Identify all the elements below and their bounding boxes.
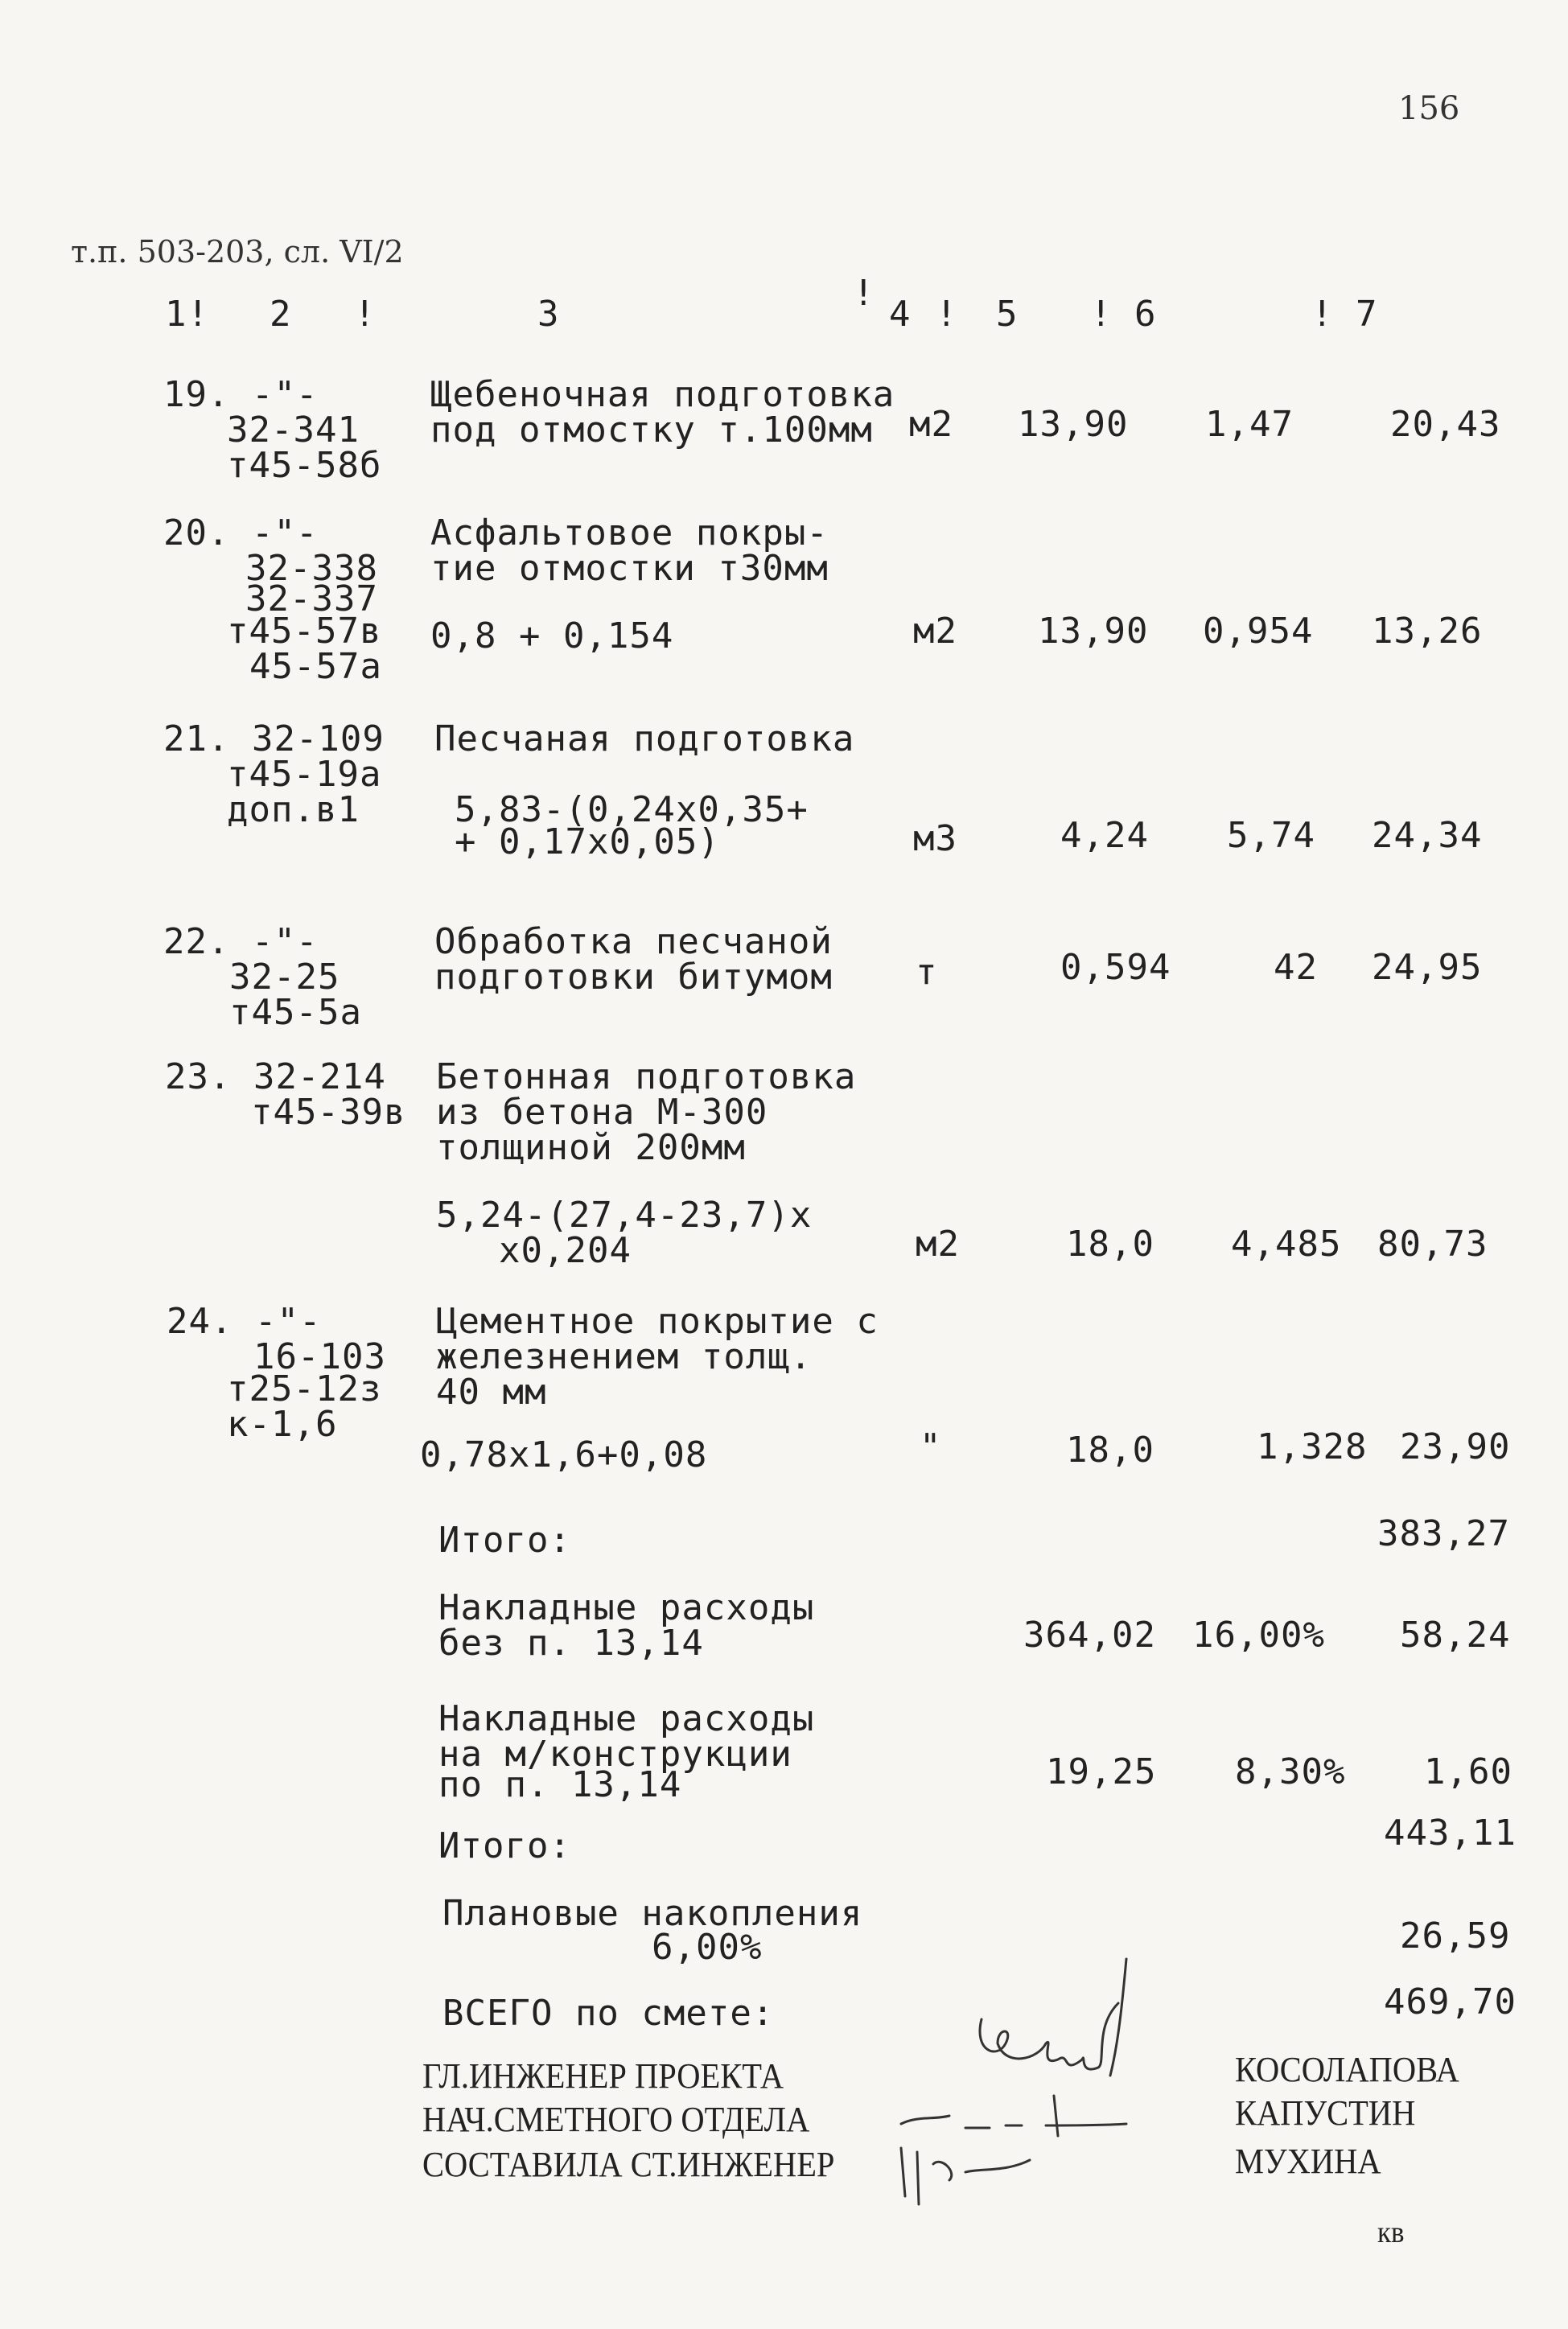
row-total: 13,26 — [1372, 611, 1483, 652]
row-code: 32-341 — [227, 409, 360, 451]
row-unit: м2 — [909, 404, 953, 445]
row-quantity: 18,0 — [1066, 1224, 1154, 1265]
row-quantity: 13,90 — [1018, 404, 1129, 445]
col-6-number: ! 6 — [1090, 294, 1157, 335]
row-total: 80,73 — [1377, 1224, 1488, 1265]
row-price: 42 — [1274, 947, 1318, 988]
row-code: 32-25 — [229, 957, 340, 998]
row-code: т45-19а — [227, 754, 382, 795]
row-formula: 5,83-(0,24x0,35+ — [455, 789, 809, 830]
col-5-number: 5 — [996, 294, 1019, 335]
col-separator: ! — [354, 294, 377, 335]
row-code: т25-12з — [227, 1368, 382, 1409]
row-quantity: 4,24 — [1060, 815, 1149, 856]
row-unit: м2 — [913, 611, 957, 652]
row-description: под отмостку т.100мм — [430, 409, 873, 451]
overhead-base: 364,02 — [1023, 1615, 1156, 1656]
row-description: Обработка песчаной — [434, 921, 833, 962]
row-code: 45-57а — [249, 646, 382, 687]
signature-name: КОСОЛАПОВА — [1235, 2050, 1459, 2089]
col-1-number: 1! — [165, 294, 209, 335]
col-7-number: ! 7 — [1311, 294, 1378, 335]
planned-rate: 6,00% — [652, 1927, 763, 1968]
overhead-label: по п. 13,14 — [438, 1764, 682, 1805]
row-quantity: 0,594 — [1060, 947, 1171, 988]
row-quantity: 18,0 — [1066, 1430, 1154, 1471]
row-unit: м2 — [916, 1224, 960, 1265]
row-code: т45-39в — [251, 1092, 406, 1133]
col-2-number: 2 — [270, 294, 292, 335]
col-4-number: 4 — [889, 294, 912, 335]
row-price: 5,74 — [1227, 815, 1315, 856]
row-code: т45-57в — [227, 611, 382, 652]
overhead-rate: 16,00% — [1192, 1615, 1325, 1656]
planned-value: 26,59 — [1400, 1915, 1511, 1957]
row-formula: 0,78x1,6+0,08 — [420, 1434, 708, 1475]
row-description: тие отмостки т30мм — [430, 548, 829, 589]
row-code: т45-58б — [227, 445, 382, 486]
row-description: подготовки битумом — [434, 957, 833, 998]
row-unit: м3 — [913, 818, 957, 859]
row-description: из бетона М-300 — [436, 1092, 768, 1133]
overhead-value: 58,24 — [1400, 1615, 1511, 1656]
planned-label: Плановые накопления — [442, 1893, 863, 1934]
row-description: Щебеночная подготовка — [430, 374, 895, 415]
row-formula: 0,8 + 0,154 — [430, 615, 674, 656]
row-code: т45-5а — [229, 992, 362, 1033]
signature-name: МУХИНА — [1235, 2142, 1381, 2181]
row-quantity: 13,90 — [1038, 611, 1149, 652]
overhead-label: Накладные расходы — [438, 1698, 815, 1739]
row-price: 1,328 — [1257, 1426, 1368, 1467]
row-code: доп.в1 — [227, 789, 360, 830]
overhead-rate: 8,30% — [1235, 1751, 1346, 1792]
col-separator: ! — [936, 294, 958, 335]
row-description: железнением толщ. — [436, 1336, 813, 1377]
signature-role: НАЧ.СМЕТНОГО ОТДЕЛА — [422, 2100, 810, 2139]
signature-role: СОСТАВИЛА СТ.ИНЖЕНЕР — [422, 2145, 835, 2184]
row-code: к-1,6 — [227, 1404, 338, 1445]
signature-name: КАПУСТИН — [1235, 2093, 1416, 2133]
row-description: толщиной 200мм — [436, 1127, 746, 1168]
row-formula: 5,24-(27,4-23,7)x — [436, 1195, 813, 1236]
row-description: Цементное покрытие с — [436, 1301, 879, 1342]
row-number: 21. 32-109 — [163, 718, 385, 759]
row-total: 20,43 — [1390, 404, 1501, 445]
row-description: Асфальтовое покры- — [430, 512, 829, 553]
overhead-label: Накладные расходы — [438, 1587, 815, 1628]
row-total: 24,34 — [1372, 815, 1483, 856]
row-total: 23,90 — [1400, 1426, 1511, 1467]
row-price: 0,954 — [1203, 611, 1314, 652]
footer-mark: кв — [1377, 2216, 1405, 2249]
row-price: 4,485 — [1231, 1224, 1342, 1265]
row-number: 19. -"- — [163, 374, 319, 415]
row-unit: т — [916, 952, 938, 993]
row-formula: x0,204 — [499, 1230, 632, 1271]
row-unit: " — [920, 1426, 942, 1467]
row-code: 16-103 — [253, 1336, 386, 1377]
row-price: 1,47 — [1205, 404, 1294, 445]
row-code: 32-338 — [245, 548, 378, 589]
handwritten-signature — [885, 1955, 1159, 2220]
header-reference: т.п. 503-203, сл. VI/2 — [71, 234, 404, 270]
subtotal-label: Итого: — [438, 1825, 571, 1866]
overhead-label: без п. 13,14 — [438, 1623, 704, 1664]
col-separator: ! — [853, 273, 875, 314]
row-number: 20. -"- — [163, 512, 319, 553]
signature-role: ГЛ.ИНЖЕНЕР ПРОЕКТА — [422, 2056, 784, 2096]
row-description: Бетонная подготовка — [436, 1056, 857, 1097]
col-3-number: 3 — [537, 294, 560, 335]
grand-total-label: ВСЕГО по смете: — [442, 1993, 775, 2034]
overhead-base: 19,25 — [1046, 1751, 1157, 1792]
row-total: 24,95 — [1372, 947, 1483, 988]
row-code: 32-337 — [245, 578, 378, 619]
row-number: 22. -"- — [163, 921, 319, 962]
overhead-value: 1,60 — [1424, 1751, 1512, 1792]
row-number: 24. -"- — [167, 1301, 322, 1342]
subtotal-label: Итого: — [438, 1520, 571, 1561]
overhead-label: на м/конструкции — [438, 1734, 792, 1775]
row-number: 23. 32-214 — [165, 1056, 386, 1097]
row-formula: + 0,17x0,05) — [455, 821, 720, 862]
grand-total-value: 469,70 — [1384, 1981, 1517, 2022]
subtotal-value: 443,11 — [1384, 1813, 1517, 1854]
row-description: 40 мм — [436, 1372, 547, 1413]
row-description: Песчаная подготовка — [434, 718, 855, 759]
subtotal-value: 383,27 — [1377, 1513, 1510, 1554]
page-number: 156 — [1398, 90, 1460, 127]
